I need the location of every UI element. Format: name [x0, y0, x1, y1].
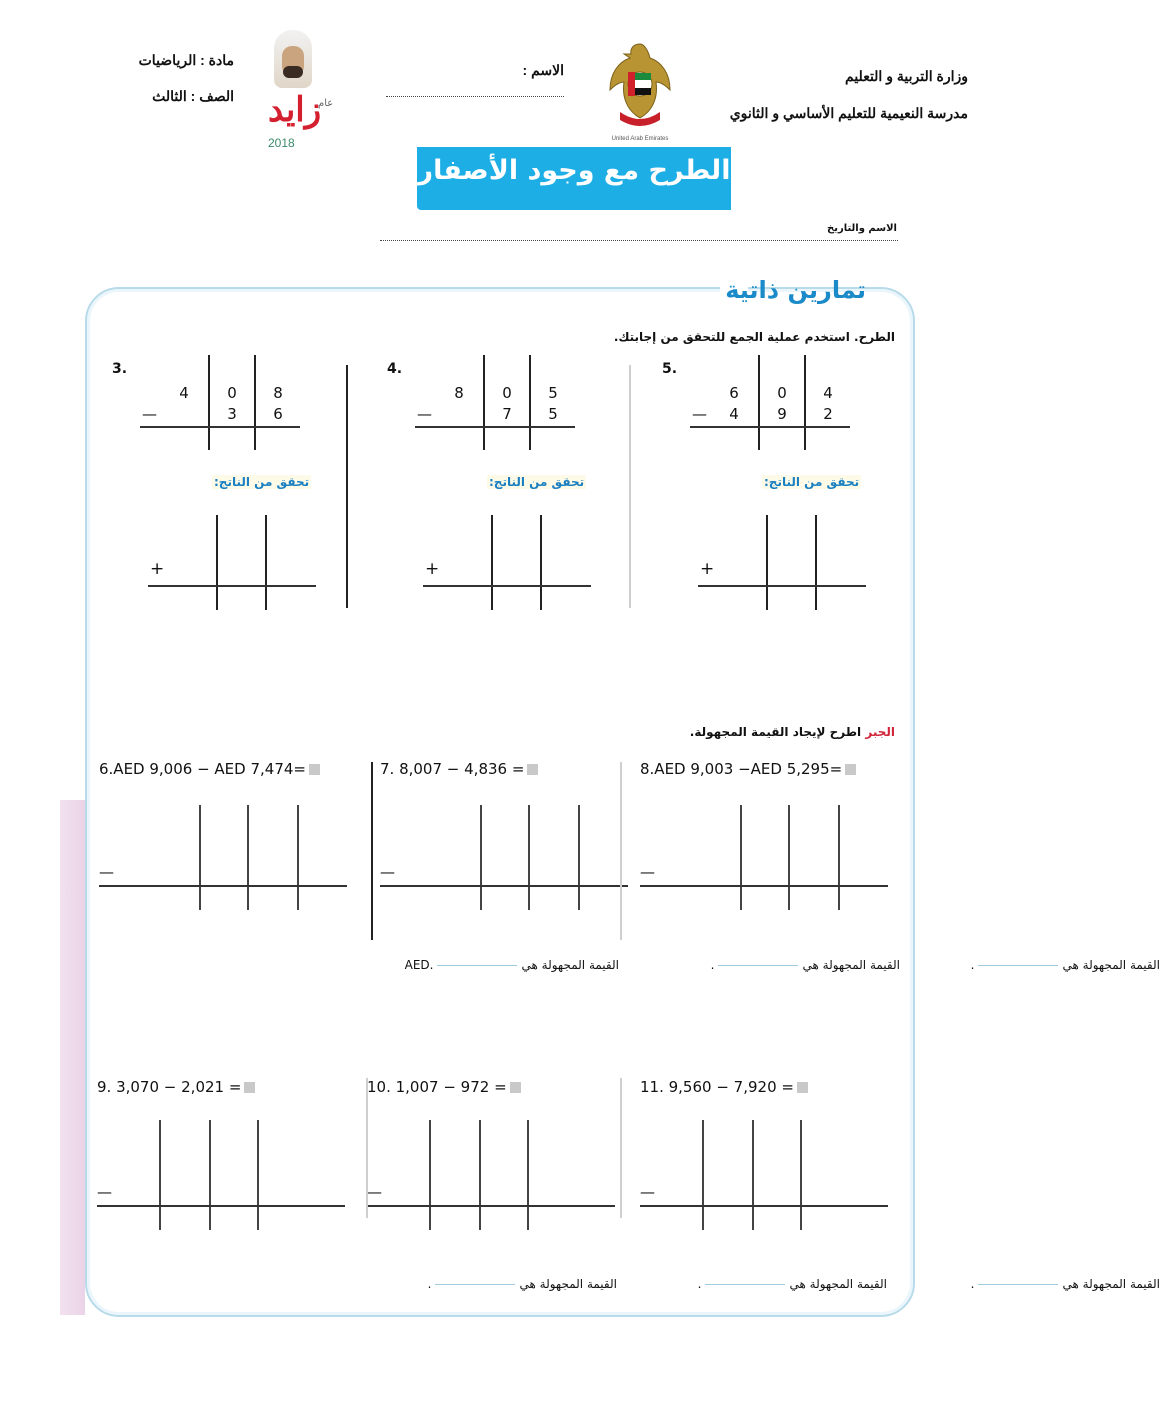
column-divider	[620, 1078, 622, 1218]
zayed-big-word: زايد	[268, 90, 322, 130]
place-value-line[interactable]	[297, 805, 299, 910]
answer-statement	[367, 1277, 617, 1291]
place-value-line[interactable]	[199, 805, 201, 910]
answer-suffix: .	[710, 958, 715, 972]
answer-statement	[910, 1277, 1160, 1291]
check-label: تحقق من الناتج:	[489, 475, 585, 489]
answer-line[interactable]	[99, 885, 347, 887]
equation	[367, 1078, 521, 1096]
place-value-line[interactable]	[480, 805, 482, 910]
answer-label: القيمة المجهولة هي	[802, 958, 900, 972]
digit-bottom: 4	[729, 405, 739, 423]
minus-sign: —	[142, 405, 157, 423]
unknown-box	[510, 1082, 521, 1093]
place-value-line[interactable]	[247, 805, 249, 910]
grade-label: الصف : الثالث	[152, 88, 234, 104]
column-divider	[371, 762, 373, 940]
column-divider	[629, 365, 631, 608]
subtraction-problem	[660, 355, 900, 615]
place-value-line	[254, 355, 256, 450]
check-label: تحقق من الناتج:	[214, 475, 310, 489]
answer-suffix: .	[427, 1277, 432, 1291]
unknown-box	[527, 764, 538, 775]
answer-line	[415, 426, 575, 428]
answer-label: القيمة المجهولة هي	[519, 1277, 617, 1291]
unknown-box	[244, 1082, 255, 1093]
problem-number: 4.	[387, 361, 403, 377]
equation	[380, 760, 538, 778]
minus-sign: —	[417, 405, 432, 423]
section-title: تمارين ذاتية	[725, 276, 866, 304]
answer-suffix: .AED	[404, 958, 434, 972]
place-value-line[interactable]	[578, 805, 580, 910]
problem-number: 3.	[112, 361, 128, 377]
check-grid-line[interactable]	[491, 515, 493, 610]
subject-label: مادة : الرياضيات	[138, 52, 234, 68]
minus-sign: —	[692, 405, 707, 423]
place-value-line[interactable]	[788, 805, 790, 910]
portrait-image	[274, 30, 312, 88]
answer-blank[interactable]	[435, 1284, 515, 1285]
answer-line[interactable]	[640, 1205, 888, 1207]
place-value-line[interactable]	[740, 805, 742, 910]
place-value-line[interactable]	[479, 1120, 481, 1230]
answer-suffix: .	[970, 958, 975, 972]
check-grid-line[interactable]	[216, 515, 218, 610]
eagle-emblem-icon	[604, 40, 676, 136]
place-value-line	[208, 355, 210, 450]
algebra-label: الجبر	[865, 725, 895, 739]
answer-statement	[910, 958, 1160, 972]
column-divider	[366, 1078, 368, 1218]
digit-top: 8	[454, 384, 464, 402]
ministry-name: وزارة التربية و التعليم	[845, 68, 968, 84]
answer-line[interactable]	[97, 1205, 345, 1207]
answer-suffix: .	[697, 1277, 702, 1291]
name-field[interactable]	[386, 96, 564, 97]
equation-text: 9. 3,070 − 2,021 =	[97, 1078, 242, 1096]
check-grid-line[interactable]	[540, 515, 542, 610]
answer-label: القيمة المجهولة هي	[1062, 1277, 1160, 1291]
zayed-small-word: عام	[318, 98, 334, 109]
equation-text: 7. 8,007 − 4,836 =	[380, 760, 525, 778]
column-divider	[620, 762, 622, 940]
answer-blank[interactable]	[437, 965, 517, 966]
unknown-box	[797, 1082, 808, 1093]
digit-bottom: 3	[227, 405, 237, 423]
answer-blank[interactable]	[978, 1284, 1058, 1285]
unknown-box	[309, 764, 320, 775]
digit-top: 4	[823, 384, 833, 402]
equation	[99, 760, 320, 778]
algebra-instruction	[690, 725, 895, 739]
name-label: الاسم :	[522, 62, 564, 78]
algebra-text: اطرح لإيجاد القيمة المجهولة.	[689, 725, 862, 739]
minus-sign: —	[380, 863, 395, 881]
check-grid-line[interactable]	[766, 515, 768, 610]
plus-sign: +	[700, 559, 715, 579]
place-value-line	[529, 355, 531, 450]
equation	[97, 1078, 255, 1096]
place-value-line[interactable]	[257, 1120, 259, 1230]
check-grid-line[interactable]	[815, 515, 817, 610]
answer-suffix: .	[970, 1277, 975, 1291]
place-value-line	[804, 355, 806, 450]
digit-bottom: 7	[502, 405, 512, 423]
equation-text: 10. 1,007 − 972 =	[367, 1078, 507, 1096]
check-sum-line[interactable]	[148, 585, 316, 587]
answer-label: القيمة المجهولة هي	[1062, 958, 1160, 972]
place-value-line[interactable]	[159, 1120, 161, 1230]
check-label: تحقق من الناتج:	[764, 475, 860, 489]
zayed-year: 2018	[268, 136, 295, 150]
answer-line[interactable]	[380, 885, 628, 887]
minus-sign: —	[367, 1183, 382, 1201]
answer-statement	[650, 958, 900, 972]
subtraction-problem	[110, 355, 350, 615]
check-sum-line[interactable]	[698, 585, 866, 587]
answer-blank[interactable]	[718, 965, 798, 966]
place-value-line	[758, 355, 760, 450]
place-value-line[interactable]	[527, 1120, 529, 1230]
name-date-field[interactable]	[380, 240, 898, 241]
section-instruction: الطرح. استخدم عملية الجمع للتحقق من إجابتك.	[613, 330, 895, 344]
side-decoration	[60, 800, 85, 1315]
zayed-year-logo	[266, 28, 336, 152]
plus-sign: +	[425, 559, 440, 579]
equation	[640, 760, 856, 778]
place-value-line[interactable]	[429, 1120, 431, 1230]
equation-text: 8.AED 9,003 −AED 5,295=	[640, 760, 843, 778]
answer-statement	[369, 958, 619, 972]
equation	[640, 1078, 808, 1096]
digit-bottom: 9	[777, 405, 787, 423]
minus-sign: —	[640, 1183, 655, 1201]
equation-text: 6.AED 9,006 − AED 7,474=	[99, 760, 306, 778]
answer-line	[140, 426, 300, 428]
equation-text: 11. 9,560 − 7,920 =	[640, 1078, 794, 1096]
check-grid-line[interactable]	[265, 515, 267, 610]
emblem-caption: United Arab Emirates	[611, 136, 669, 142]
minus-sign: —	[99, 863, 114, 881]
place-value-line[interactable]	[800, 1120, 802, 1230]
unknown-box	[845, 764, 856, 775]
digit-bottom: 6	[273, 405, 283, 423]
problem-number: 5.	[662, 361, 678, 377]
title-banner	[417, 147, 731, 210]
answer-line[interactable]	[640, 885, 888, 887]
place-value-line[interactable]	[752, 1120, 754, 1230]
digit-top: 5	[548, 384, 558, 402]
answer-line[interactable]	[367, 1205, 615, 1207]
digit-top: 0	[777, 384, 787, 402]
digit-bottom: 5	[548, 405, 558, 423]
digit-top: 8	[273, 384, 283, 402]
digit-top: 0	[227, 384, 237, 402]
digit-top: 6	[729, 384, 739, 402]
place-value-line[interactable]	[209, 1120, 211, 1230]
digit-bottom: 2	[823, 405, 833, 423]
school-name: مدرسة النعيمية للتعليم الأساسي و الثانوي	[729, 105, 968, 121]
plus-sign: +	[150, 559, 165, 579]
place-value-line[interactable]	[528, 805, 530, 910]
answer-line	[690, 426, 850, 428]
digit-top: 4	[179, 384, 189, 402]
place-value-line	[483, 355, 485, 450]
place-value-line[interactable]	[838, 805, 840, 910]
column-divider	[346, 365, 348, 608]
minus-sign: —	[640, 863, 655, 881]
minus-sign: —	[97, 1183, 112, 1201]
answer-blank[interactable]	[978, 965, 1058, 966]
digit-top: 0	[502, 384, 512, 402]
answer-label: القيمة المجهولة هي	[789, 1277, 887, 1291]
answer-statement	[637, 1277, 887, 1291]
answer-blank[interactable]	[705, 1284, 785, 1285]
uae-emblem	[604, 40, 676, 140]
subtraction-problem	[385, 355, 625, 615]
check-sum-line[interactable]	[423, 585, 591, 587]
place-value-line[interactable]	[702, 1120, 704, 1230]
answer-label: القيمة المجهولة هي	[521, 958, 619, 972]
page-title: الطرح مع وجود الأصفار	[417, 155, 731, 186]
name-date-label: الاسم والتاريخ	[827, 223, 897, 234]
